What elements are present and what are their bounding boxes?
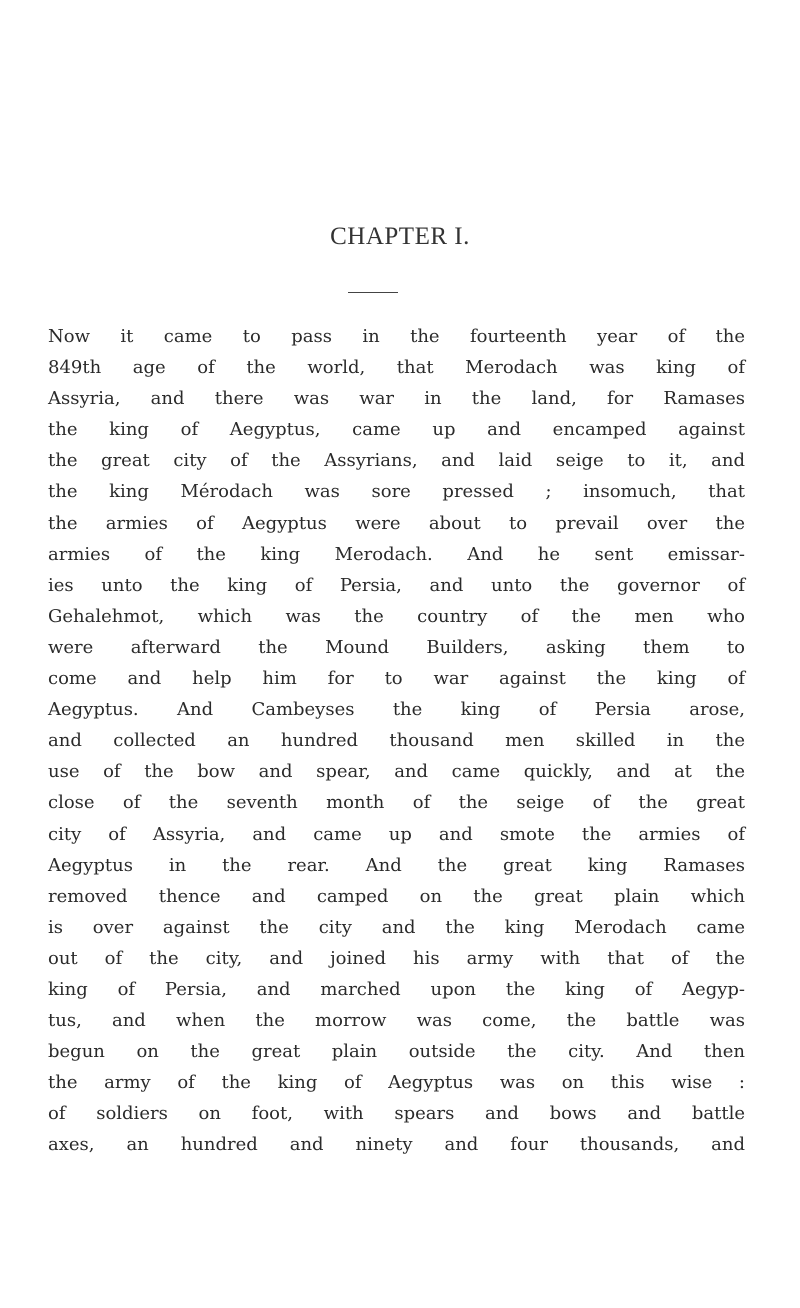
text-line: removed thence and camped on the great plain which	[48, 885, 745, 907]
text-line: the army of the king of Aegyptus was on this wise :	[48, 1072, 745, 1094]
text-line: of soldiers on foot, with spears and bows and battle	[48, 1103, 745, 1125]
text-line: tus, and when the morrow was come, the battle was	[48, 1010, 745, 1032]
text-line: armies of the king Merodach. And he sent emissar-	[48, 543, 745, 565]
text-line: and collected an hundred thousand men skilled in the	[48, 730, 745, 752]
text-line: king of Persia, and marched upon the king of Aegyp-	[48, 978, 745, 1000]
text-line: use of the bow and spear, and came quickly, and at the	[48, 761, 745, 783]
text-line: the king of Aegyptus, came up and encamped against	[48, 419, 745, 441]
text-line: were afterward the Mound Builders, asking them to	[48, 636, 745, 658]
text-line: the king Mérodach was sore pressed ; insomuch, that	[48, 481, 745, 503]
text-line: begun on the great plain outside the city. And then	[48, 1041, 745, 1063]
text-line: Aegyptus in the rear. And the great king Ramases	[48, 854, 745, 876]
text-line: is over against the city and the king Merodach came	[48, 916, 745, 938]
text-line: close of the seventh month of the seige of the great	[48, 792, 745, 814]
text-line: come and help him for to war against the king of	[48, 668, 745, 690]
text-line: 849th age of the world, that Merodach was king of	[48, 357, 745, 379]
text-line: city of Assyria, and came up and smote the armies of	[48, 823, 745, 845]
chapter-heading: CHAPTER I.	[330, 223, 470, 250]
heading-rule	[348, 292, 398, 293]
text-line: out of the city, and joined his army with that of the	[48, 947, 745, 969]
text-line: the great city of the Assyrians, and laid seige to it, and	[48, 450, 745, 472]
text-line: Gehalehmot, which was the country of the men who	[48, 605, 745, 627]
text-line: axes, an hundred and ninety and four thousands, and	[48, 1134, 745, 1156]
text-line: Aegyptus. And Cambeyses the king of Persia arose,	[48, 699, 745, 721]
body-paragraph	[48, 321, 745, 1161]
text-line: Now it came to pass in the fourteenth year of the	[48, 326, 745, 347]
text-line: Assyria, and there was war in the land, for Ramases	[48, 388, 745, 410]
text-line: the armies of Aegyptus were about to prevail over the	[48, 512, 745, 534]
text-line: ies unto the king of Persia, and unto the governor of	[48, 574, 745, 596]
